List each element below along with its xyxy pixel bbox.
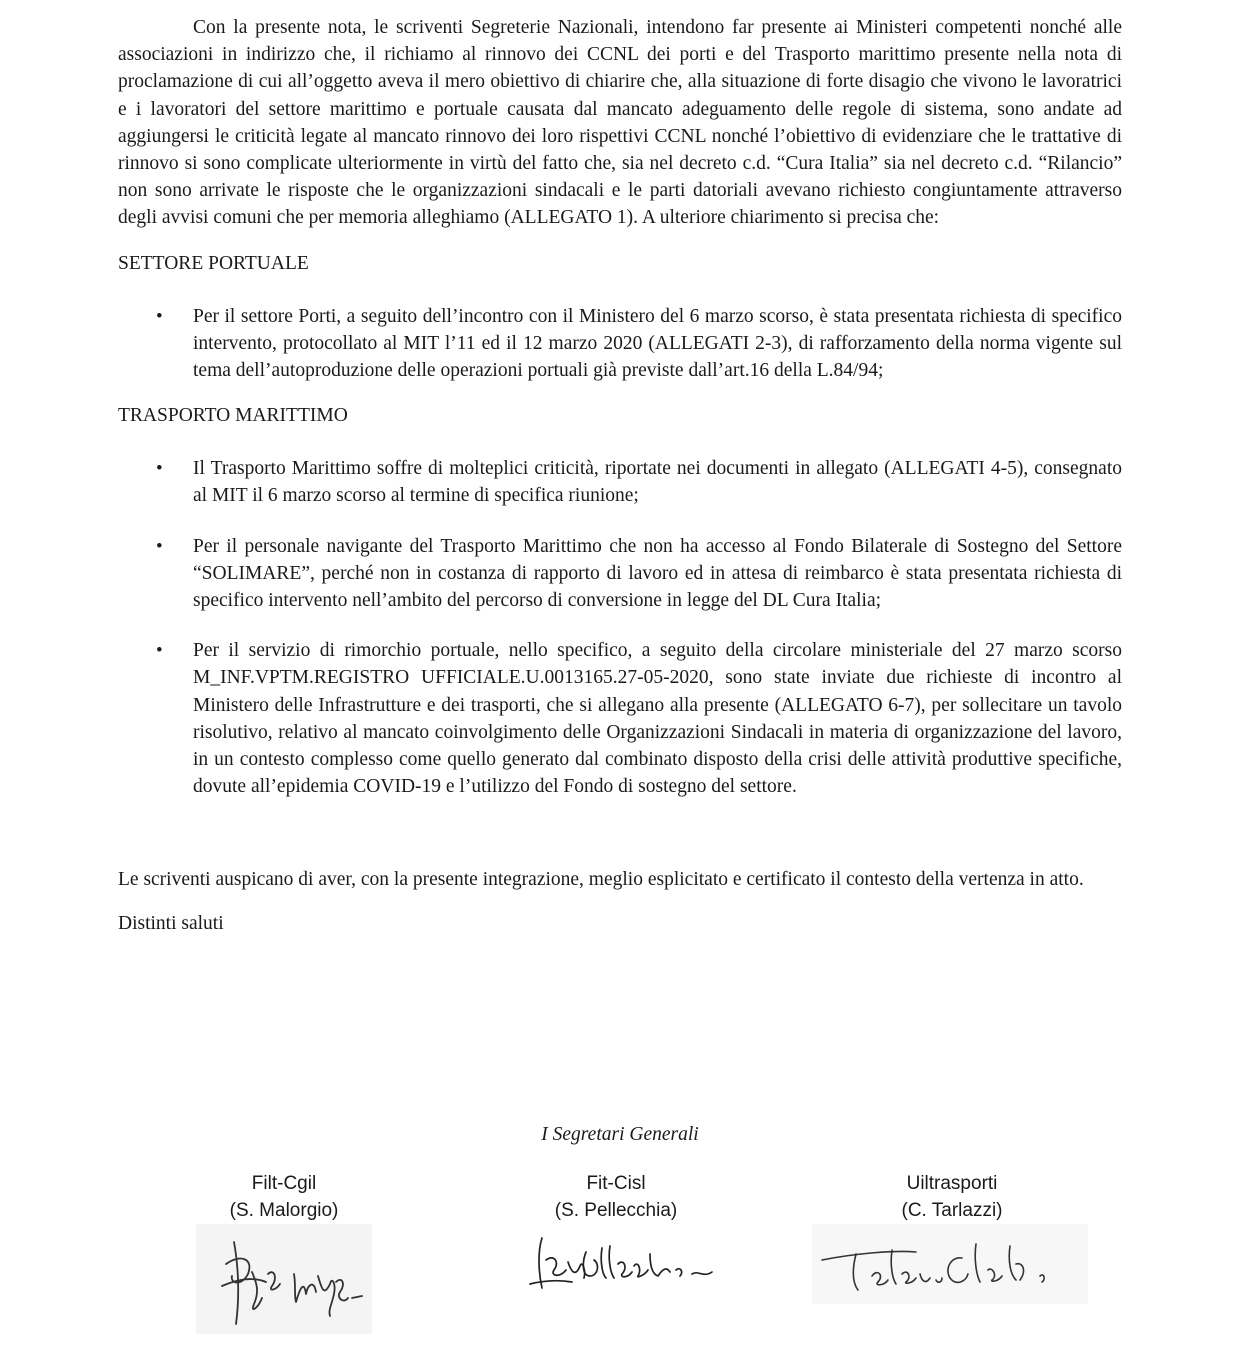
list-item: [118, 303, 1122, 385]
salutation: Distinti saluti: [118, 912, 224, 934]
signature-malorgio: [196, 1224, 372, 1334]
signer-org: Filt-Cgil: [251, 1173, 317, 1194]
bullet-icon: •: [156, 305, 163, 327]
marittimo-list: [118, 455, 1122, 800]
signer-org: Fit-Cisl: [586, 1173, 646, 1194]
list-item-text: Per il settore Porti, a seguito dell’incontro con il Ministero del 6 marzo scorso, è stata presentata richiesta di specifico intervento, protocollato al MIT l’11 ed il 12 marzo 2020 (ALLEGATI 2-3), di rafforzamento della norma vigente sul tema dell’autoproduzione delle operazioni portuali già previste dall’art.16 della L.84/94;: [193, 305, 1122, 382]
signature-tarlazzi: [812, 1224, 1088, 1304]
signer-name: (S. Pellecchia): [554, 1200, 678, 1221]
list-item-text: Per il personale navigante del Trasporto Marittimo che non ha accesso al Fondo Bilaterale di Sostegno del Settore “SOLIMARE”, perché non in costanza di rapporto di lavoro ed in attesa di reimbarco è stata presentata richiesta di specifico intervento nell’ambito del percorso di conversione in legge del DL Cura Italia;: [193, 535, 1122, 612]
signer-filt-cgil: [154, 1170, 414, 1224]
list-item: [118, 455, 1122, 509]
section-heading-portuale: SETTORE PORTUALE: [118, 252, 309, 274]
bullet-icon: •: [156, 458, 163, 480]
signer-uiltrasporti: [822, 1170, 1082, 1224]
bullet-icon: •: [156, 535, 163, 557]
signatures-title: I Segretari Generali: [541, 1124, 699, 1145]
letter-body: [118, 14, 1122, 937]
signer-fit-cisl: [486, 1170, 746, 1224]
list-item-text: Il Trasporto Marittimo soffre di molteplici criticità, riportate nei documenti in allegato (ALLEGATI 4-5), consegnato al MIT il 6 marzo scorso al termine di specifica riunione;: [193, 458, 1122, 507]
list-item: [118, 533, 1122, 615]
signature-pellecchia: [520, 1230, 720, 1300]
intro-paragraph: Con la presente nota, le scriventi Segreterie Nazionali, intendono far presente ai Ministeri competenti nonché alle associazioni in indirizzo che, il richiamo al rinnovo dei CCNL dei porti e del Trasporto marittimo presente nella nota di proclamazione di cui all’oggetto aveva il mero obiettivo di chiarire che, alla situazione di forte disagio che vivono le lavoratrici e i lavoratori del settore marittimo e portuale causata dal mancato adeguamento delle regole di sistema, sono andate ad aggiungersi le criticità legate al mancato rinnovo dei loro rispettivi CCNL nonché l’obiettivo di evidenziare che le trattative di rinnovo si sono complicate ulteriormente in virtù del fatto che, sia nel decreto c.d. “Cura Italia” sia nel decreto c.d. “Rilancio” non sono arrivate le risposte che le organizzazioni sindacali e le parti datoriali avevano richiesto congiuntamente attraverso degli avvisi comuni che per memoria alleghiamo (ALLEGATO 1). A ulteriore chiarimento si precisa che:: [118, 17, 1122, 229]
bullet-icon: •: [156, 640, 163, 662]
portuale-list: [118, 303, 1122, 385]
section-heading-marittimo: TRASPORTO MARITTIMO: [118, 405, 348, 427]
list-item-text: Per il servizio di rimorchio portuale, nello specifico, a seguito della circolare ministeriale del 27 marzo scorso M_INF.VPTM.REGISTRO UFFICIALE.U.0013165.27-05-2020, sono state inviate due richieste di incontro al Ministero delle Infrastrutture e dei trasporti, che si allegano alla presente (ALLEGATO 6-7), per sollecitare un tavolo risolutivo, relativo al mancato coinvolgimento delle Organizzazioni Sindacali in materia di organizzazione del lavoro, in un contesto complesso come quello generato dal combinato disposto della crisi delle attività produttive specifiche, dovute all’epidemia COVID-19 e l’utilizzo del Fondo di sostegno del settore.: [193, 640, 1122, 798]
signer-name: (S. Malorgio): [229, 1200, 339, 1221]
signer-name: (C. Tarlazzi): [901, 1200, 1003, 1221]
list-item: [118, 637, 1122, 800]
closing-paragraph: Le scriventi auspicano di aver, con la presente integrazione, meglio esplicitato e certificato il contesto della vertenza in atto.: [118, 869, 1084, 891]
signer-org: Uiltrasporti: [906, 1173, 998, 1194]
